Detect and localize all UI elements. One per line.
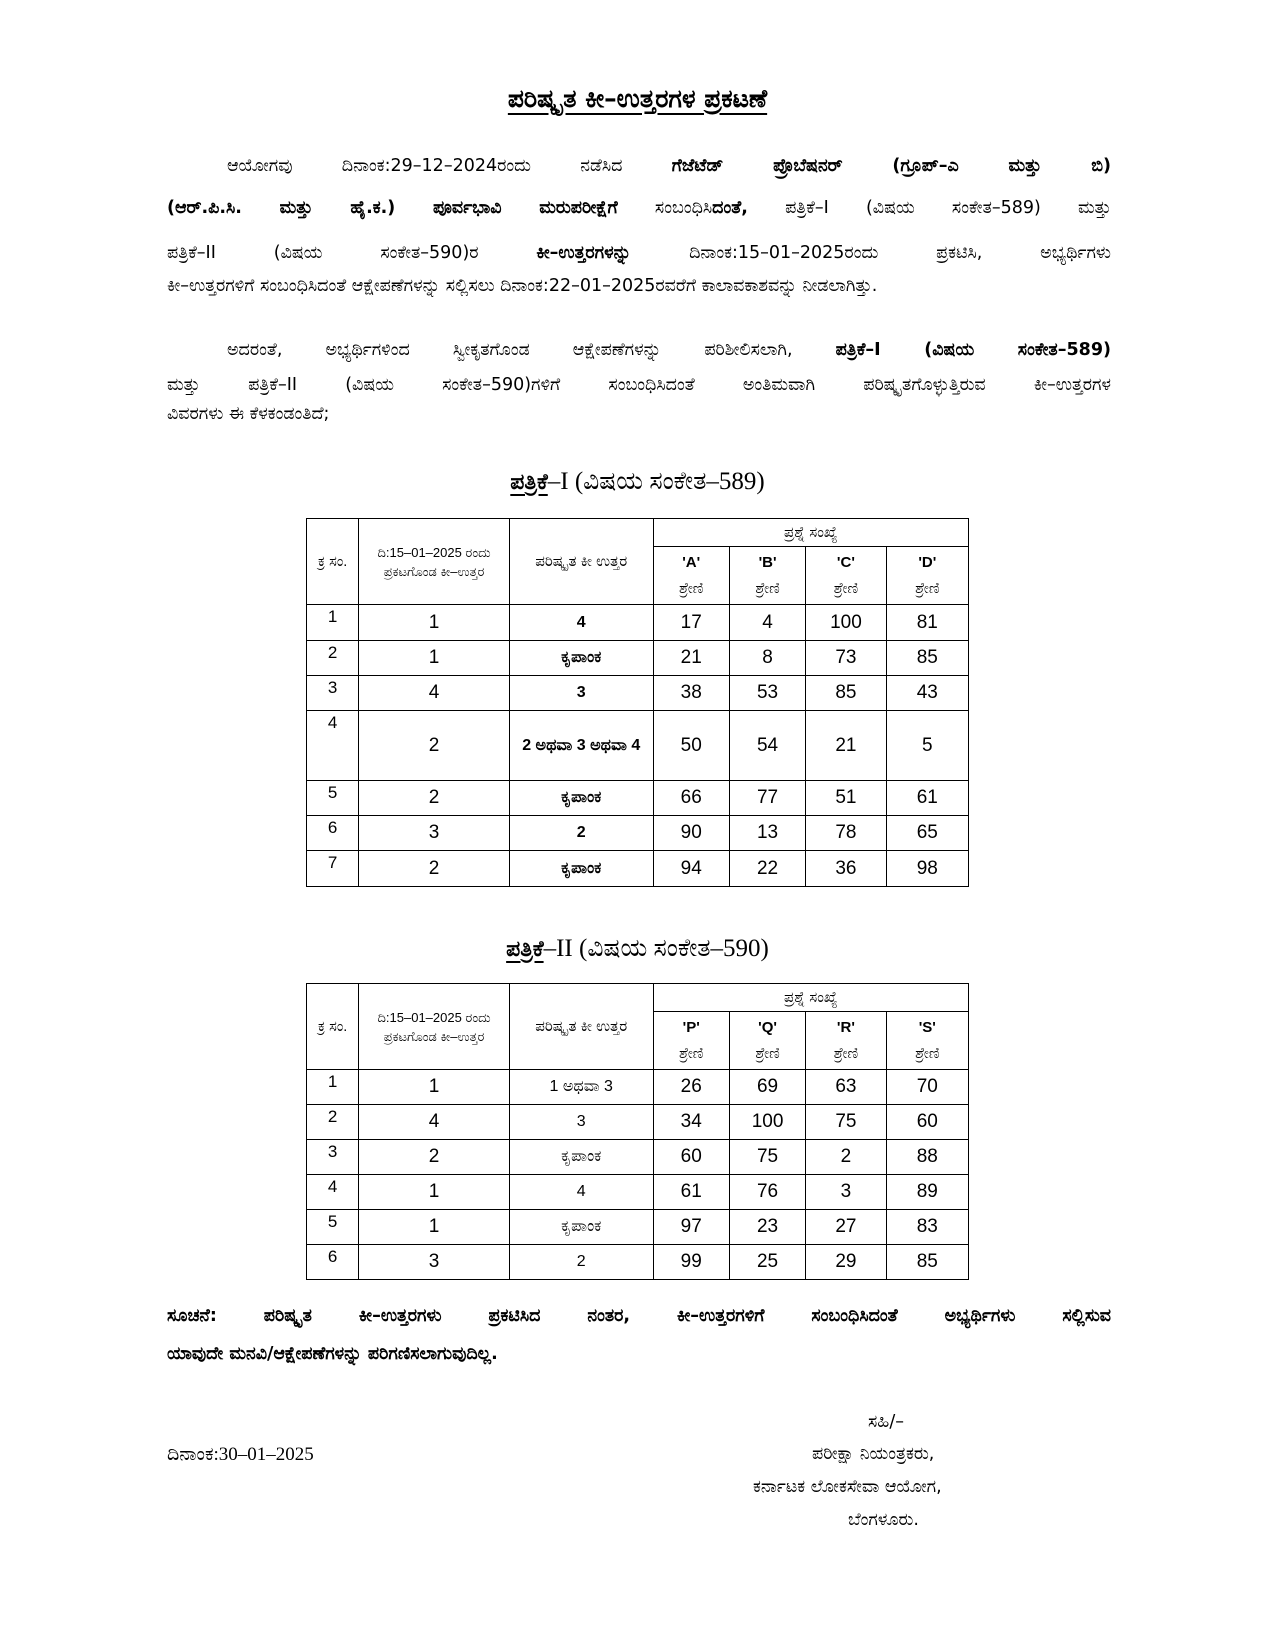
cell-d: 89 <box>886 1175 968 1210</box>
cell-c: 78 <box>806 816 886 851</box>
table-row <box>307 1105 969 1140</box>
cell-c: 73 <box>806 641 886 676</box>
paper2-key-table <box>306 983 969 1280</box>
cell-pub: 4 <box>359 676 510 711</box>
table-row <box>307 1070 969 1105</box>
cell-c: 85 <box>806 676 886 711</box>
cell-a: 26 <box>653 1070 729 1105</box>
table-row <box>307 605 969 641</box>
series-word: ಶ್ರೇಣಿ <box>915 579 940 597</box>
paper2-heading: ಪತ್ರಿಕೆ–II (ವಿಷಯ ಸಂಕೇತ–590) <box>506 935 769 962</box>
series-letter: 'A' <box>682 553 701 571</box>
series-word: ಶ್ರೇಣಿ <box>833 1044 859 1062</box>
cell-c: 27 <box>806 1210 886 1245</box>
cell-d: 5 <box>886 711 968 781</box>
cell-d: 88 <box>886 1140 968 1175</box>
cell-a: 61 <box>653 1175 729 1210</box>
table-row <box>307 816 969 851</box>
table-row <box>307 676 969 711</box>
series-word: ಶ್ರೇಣಿ <box>755 1044 780 1062</box>
cell-a: 38 <box>653 676 729 711</box>
table-row <box>307 851 969 887</box>
cell-c: 29 <box>806 1245 886 1280</box>
cell-d: 60 <box>886 1105 968 1140</box>
cell-rev: 2 <box>509 1245 653 1280</box>
cell-sl: 1 <box>307 605 359 641</box>
cell-rev: ಕೃಪಾಂಕ <box>509 1140 653 1175</box>
cell-sl: 3 <box>307 1140 359 1175</box>
series-letter: 'D' <box>918 553 937 571</box>
cell-d: 65 <box>886 816 968 851</box>
cell-c: 2 <box>806 1140 886 1175</box>
header-qno: ಪ್ರಶ್ನೆ ಸಂಖ್ಯೆ <box>653 984 968 1012</box>
note-line1: ಸೂಚನೆ: ಪರಿಷ್ಕೃತ ಕೀ–ಉತ್ತರಗಳು ಪ್ರಕಟಿಸಿದ ನಂತರ, ಕೀ–ಉತ್ತರಗಳಿಗೆ ಸಂಬಂಧಿಸಿದಂತೆ ಅಭ್ಯರ್ಥಿಗಳು ಸಲ್ಲಿಸುವ <box>167 1306 1111 1326</box>
signed-mark: ಸಹಿ/– <box>868 1412 904 1432</box>
cell-pub: 3 <box>359 1245 510 1280</box>
cell-sl: 3 <box>307 676 359 711</box>
cell-rev: 4 <box>509 1175 653 1210</box>
cell-c: 75 <box>806 1105 886 1140</box>
cell-sl: 1 <box>307 1070 359 1105</box>
header-revised: ಪರಿಷ್ಕೃತ ಕೀ ಉತ್ತರ <box>509 984 653 1070</box>
series-word: ಶ್ರೇಣಿ <box>755 579 780 597</box>
cell-b: 25 <box>729 1245 805 1280</box>
cell-sl: 4 <box>307 1175 359 1210</box>
cell-pub: 2 <box>359 1140 510 1175</box>
series-header-2 <box>806 547 886 605</box>
para1-line3: ಪತ್ರಿಕೆ–II (ವಿಷಯ ಸಂಕೇತ–590)ರ ಕೀ–ಉತ್ತರಗಳನ್ನು ದಿನಾಂಕ:15–01–2025ರಂದು ಪ್ರಕಟಿಸಿ, ಅಭ್ಯರ್ಥಿಗಳು <box>167 243 1111 263</box>
series-word: ಶ್ರೇಣಿ <box>679 579 704 597</box>
series-letter: 'B' <box>758 553 777 571</box>
cell-rev: 2 <box>509 816 653 851</box>
cell-a: 50 <box>653 711 729 781</box>
table-row <box>307 1175 969 1210</box>
para1-line1: ಆಯೋಗವು ದಿನಾಂಕ:29–12–2024ರಂದು ನಡೆಸಿದ ಗೆಜೆಟೆಡ್ ಪ್ರೊಬೆಷನರ್ (ಗ್ರೂಪ್–ಎ ಮತ್ತು ಬಿ) <box>227 156 1111 176</box>
cell-rev: 4 <box>509 605 653 641</box>
cell-rev: 3 <box>509 676 653 711</box>
cell-a: 21 <box>653 641 729 676</box>
cell-d: 61 <box>886 781 968 816</box>
cell-b: 22 <box>729 851 805 887</box>
paper1-rows <box>307 605 969 887</box>
cell-a: 90 <box>653 816 729 851</box>
cell-pub: 1 <box>359 605 510 641</box>
series-letter: 'Q' <box>758 1018 777 1036</box>
cell-sl: 6 <box>307 816 359 851</box>
header-published: ದಿ:15–01–2025 ರಂದು ಪ್ರಕಟಗೊಂಡ ಕೀ–ಉತ್ತರ <box>359 984 510 1070</box>
cell-rev: ಕೃಪಾಂಕ <box>509 641 653 676</box>
table-row <box>307 711 969 781</box>
table-row <box>307 781 969 816</box>
cell-a: 60 <box>653 1140 729 1175</box>
paper2-rows <box>307 1070 969 1280</box>
para2-line1: ಅದರಂತೆ, ಅಭ್ಯರ್ಥಿಗಳಿಂದ ಸ್ವೀಕೃತಗೊಂಡ ಆಕ್ಷೇಪಣೆಗಳನ್ನು ಪರಿಶೀಲಿಸಲಾಗಿ, ಪತ್ರಿಕೆ–I (ವಿಷಯ ಸಂಕೇತ–589) <box>227 340 1111 360</box>
cell-a: 34 <box>653 1105 729 1140</box>
cell-d: 81 <box>886 605 968 641</box>
paper1-heading: ಪತ್ರಿಕೆ–I (ವಿಷಯ ಸಂಕೇತ–589) <box>510 468 765 495</box>
para2-line3: ವಿವರಗಳು ಈ ಕೆಳಕಂಡಂತಿದೆ; <box>167 404 330 424</box>
cell-c: 51 <box>806 781 886 816</box>
cell-pub: 2 <box>359 781 510 816</box>
cell-pub: 4 <box>359 1105 510 1140</box>
series-header-0 <box>653 1012 729 1070</box>
cell-b: 23 <box>729 1210 805 1245</box>
cell-b: 76 <box>729 1175 805 1210</box>
series-header-3 <box>886 1012 968 1070</box>
note-line2: ಯಾವುದೇ ಮನವಿ/ಆಕ್ಷೇಪಣೆಗಳನ್ನು ಪರಿಗಣಿಸಲಾಗುವುದಿಲ್ಲ. <box>167 1344 498 1364</box>
table-row <box>307 1210 969 1245</box>
series-header-0 <box>653 547 729 605</box>
para1-line2: (ಆರ್.ಪಿ.ಸಿ. ಮತ್ತು ಹೈ.ಕ.) ಪೂರ್ವಭಾವಿ ಮರುಪರೀಕ್ಷೆಗೆ ಸಂಬಂಧಿಸಿದಂತೆ, ಪತ್ರಿಕೆ–I (ವಿಷಯ ಸಂಕೇತ–589) ಮತ್ತು <box>167 198 1111 218</box>
cell-sl: 2 <box>307 641 359 676</box>
cell-sl: 7 <box>307 851 359 887</box>
cell-d: 85 <box>886 641 968 676</box>
series-header-3 <box>886 547 968 605</box>
page-title: ಪರಿಷ್ಕೃತ ಕೀ–ಉತ್ತರಗಳ ಪ್ರಕಟಣೆ <box>507 84 768 113</box>
cell-rev: ಕೃಪಾಂಕ <box>509 1210 653 1245</box>
cell-a: 97 <box>653 1210 729 1245</box>
signatory-city: ಬೆಂಗಳೂರು. <box>848 1510 919 1530</box>
cell-a: 94 <box>653 851 729 887</box>
cell-b: 13 <box>729 816 805 851</box>
cell-d: 98 <box>886 851 968 887</box>
cell-a: 66 <box>653 781 729 816</box>
table-row <box>307 1140 969 1175</box>
cell-sl: 6 <box>307 1245 359 1280</box>
cell-pub: 3 <box>359 816 510 851</box>
issue-date: ದಿನಾಂಕ:30–01–2025 <box>167 1444 314 1465</box>
signatory-office: ಕರ್ನಾಟಕ ಲೋಕಸೇವಾ ಆಯೋಗ, <box>753 1477 942 1497</box>
cell-b: 77 <box>729 781 805 816</box>
cell-rev: 2 ಅಥವಾ 3 ಅಥವಾ 4 <box>509 711 653 781</box>
cell-c: 3 <box>806 1175 886 1210</box>
cell-pub: 1 <box>359 1175 510 1210</box>
cell-rev: ಕೃಪಾಂಕ <box>509 781 653 816</box>
cell-b: 100 <box>729 1105 805 1140</box>
cell-pub: 2 <box>359 851 510 887</box>
cell-b: 69 <box>729 1070 805 1105</box>
cell-b: 54 <box>729 711 805 781</box>
header-revised: ಪರಿಷ್ಕೃತ ಕೀ ಉತ್ತರ <box>509 519 653 605</box>
series-header-1 <box>729 1012 805 1070</box>
cell-pub: 1 <box>359 1070 510 1105</box>
series-header-1 <box>729 547 805 605</box>
cell-c: 100 <box>806 605 886 641</box>
cell-a: 17 <box>653 605 729 641</box>
cell-rev: ಕೃಪಾಂಕ <box>509 851 653 887</box>
series-letter: 'S' <box>918 1018 936 1036</box>
series-word: ಶ್ರೇಣಿ <box>833 579 859 597</box>
para1-line4: ಕೀ–ಉತ್ತರಗಳಿಗೆ ಸಂಬಂಧಿಸಿದಂತೆ ಆಕ್ಷೇಪಣೆಗಳನ್ನು ಸಲ್ಲಿಸಲು ದಿನಾಂಕ:22–01–2025ರವರೆಗೆ ಕಾಲಾವಕಾಶವನ್ನು ನೀಡಲಾಗಿತ್ತು. <box>167 276 878 296</box>
header-sl: ಕ್ರ ಸಂ. <box>307 519 359 605</box>
cell-b: 8 <box>729 641 805 676</box>
cell-sl: 2 <box>307 1105 359 1140</box>
cell-b: 53 <box>729 676 805 711</box>
cell-b: 75 <box>729 1140 805 1175</box>
series-word: ಶ್ರೇಣಿ <box>679 1044 704 1062</box>
header-published: ದಿ:15–01–2025 ರಂದು ಪ್ರಕಟಗೊಂಡ ಕೀ–ಉತ್ತರ <box>359 519 510 605</box>
signatory-designation: ಪರೀಕ್ಷಾ ನಿಯಂತ್ರಕರು, <box>812 1444 935 1464</box>
header-qno: ಪ್ರಶ್ನೆ ಸಂಖ್ಯೆ <box>653 519 968 547</box>
series-letter: 'P' <box>682 1018 700 1036</box>
table-row <box>307 1245 969 1280</box>
cell-d: 85 <box>886 1245 968 1280</box>
header-sl: ಕ್ರ ಸಂ. <box>307 984 359 1070</box>
cell-c: 21 <box>806 711 886 781</box>
cell-rev: 1 ಅಥವಾ 3 <box>509 1070 653 1105</box>
cell-b: 4 <box>729 605 805 641</box>
paper1-key-table <box>306 518 969 887</box>
cell-d: 43 <box>886 676 968 711</box>
series-letter: 'C' <box>836 553 855 571</box>
cell-pub: 2 <box>359 711 510 781</box>
cell-pub: 1 <box>359 1210 510 1245</box>
para2-line2: ಮತ್ತು ಪತ್ರಿಕೆ–II (ವಿಷಯ ಸಂಕೇತ–590)ಗಳಿಗೆ ಸಂಬಂಧಿಸಿದಂತೆ ಅಂತಿಮವಾಗಿ ಪರಿಷ್ಕೃತಗೊಳ್ಳುತ್ತಿರುವ ಕೀ–ಉತ್ತರಗಳ <box>167 375 1111 395</box>
cell-c: 63 <box>806 1070 886 1105</box>
cell-rev: 3 <box>509 1105 653 1140</box>
cell-sl: 5 <box>307 781 359 816</box>
cell-d: 70 <box>886 1070 968 1105</box>
cell-pub: 1 <box>359 641 510 676</box>
cell-a: 99 <box>653 1245 729 1280</box>
table-row <box>307 641 969 676</box>
series-word: ಶ್ರೇಣಿ <box>915 1044 940 1062</box>
cell-d: 83 <box>886 1210 968 1245</box>
series-letter: 'R' <box>836 1018 855 1036</box>
series-header-2 <box>806 1012 886 1070</box>
cell-sl: 5 <box>307 1210 359 1245</box>
cell-sl: 4 <box>307 711 359 781</box>
cell-c: 36 <box>806 851 886 887</box>
